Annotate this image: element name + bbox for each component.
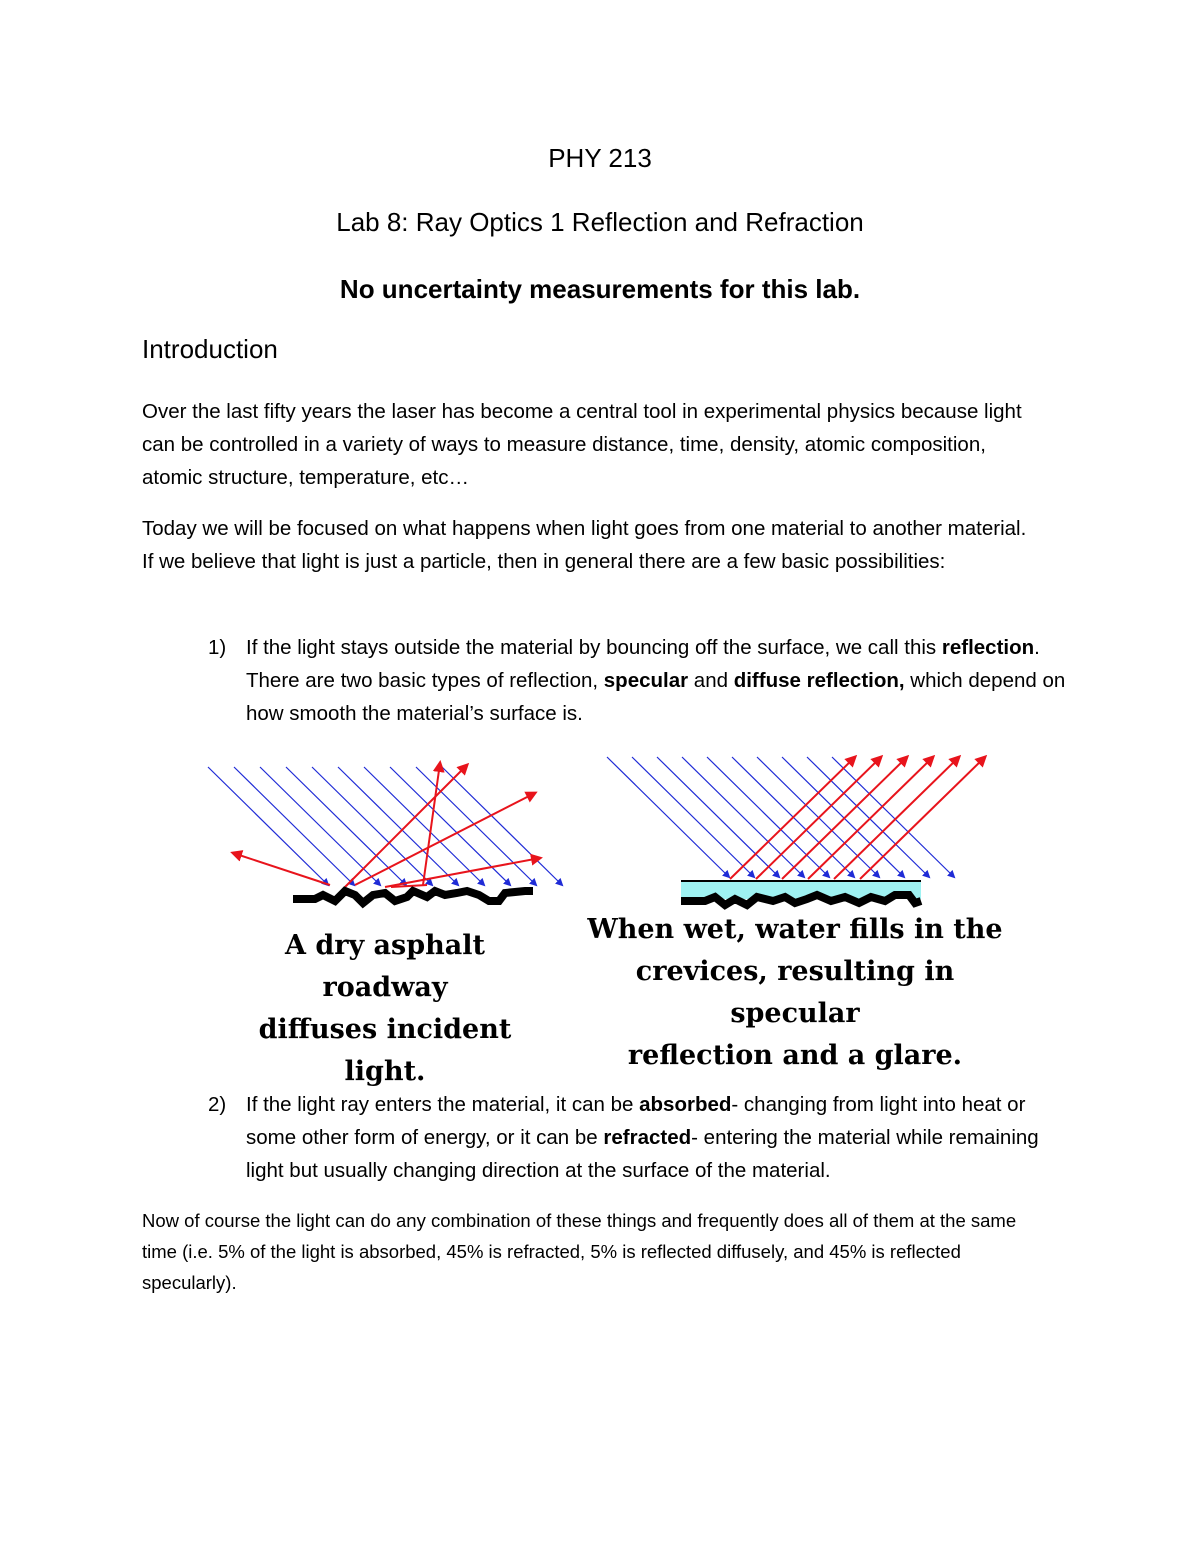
list-number: 1): [208, 636, 227, 659]
diffuse-reflection-diagram: [208, 763, 562, 903]
term-diffuse-reflection: diffuse reflection,: [733, 669, 905, 692]
incident-rays: [208, 767, 562, 885]
incident-rays: [607, 757, 954, 877]
term-absorbed: absorbed: [639, 1093, 732, 1116]
incident-ray: [312, 767, 432, 885]
incident-ray: [338, 767, 458, 885]
incident-ray: [682, 757, 804, 877]
lab-title: Lab 8: Ray Optics 1 Reflection and Refraction: [336, 207, 864, 237]
uncertainty-notice: No uncertainty measurements for this lab.: [339, 274, 861, 304]
list-number: 2): [208, 1093, 227, 1116]
reflected-ray: [730, 757, 855, 879]
course-title: PHY 213: [548, 143, 652, 173]
specular-reflection-diagram: [607, 757, 985, 905]
section-heading-introduction: Introduction: [142, 334, 278, 364]
reflected-ray: [834, 757, 959, 879]
incident-ray: [657, 757, 779, 877]
term-refracted: refracted: [603, 1126, 692, 1149]
list-text: If the light ray enters the material, it can be absorbed- changing from light into heat or some other form of energy, or it can be refracted- entering the material while remaining light but usually changing direction at the surface of the material.: [246, 1093, 1039, 1182]
incident-ray: [707, 757, 829, 877]
paragraph-combination: Now of course the light can do any combination of these things and frequently does all of them at the same time (i.e. 5% of the light is absorbed, 45% is refracted, 5% is reflected diffusely, and 45% is reflected specularly).: [142, 1210, 1017, 1293]
incident-ray: [807, 757, 929, 877]
incident-ray: [416, 767, 536, 885]
term-specular: specular: [603, 669, 689, 692]
reflected-ray: [233, 853, 330, 885]
incident-ray: [364, 767, 484, 885]
incident-ray: [607, 757, 729, 877]
incident-ray: [208, 767, 328, 885]
reflected-ray: [808, 757, 933, 879]
paragraph-laser-intro: Over the last fifty years the laser has become a central tool in experimental physics because light can be controlled in a variety of ways to measure distance, time, density, atomic composition, atomic structure, temperature, etc…: [142, 400, 1022, 489]
incident-ray: [782, 757, 904, 877]
reflected-ray: [860, 757, 985, 879]
incident-ray: [832, 757, 954, 877]
paragraph-possibilities: Today we will be focused on what happens when light goes from one material to another material. If we believe that light is just a particle, then in general there are a few basic possibilities:: [142, 517, 1027, 573]
reflection-diagram: [195, 745, 1015, 915]
caption-wet-asphalt: When wet, water fills in the crevices, resulting in specular reflection and a glare.: [587, 914, 1003, 1071]
incident-ray: [632, 757, 754, 877]
reflected-ray: [355, 793, 535, 885]
term-reflection: reflection: [941, 636, 1035, 659]
incident-ray: [234, 767, 354, 885]
reflected-ray: [423, 763, 440, 885]
asphalt-surface: [293, 891, 533, 903]
list-text: If the light stays outside the material by bouncing off the surface, we call this reflection. There are two basic types of reflection, specular and diffuse reflection, which depend on how smooth the material’s surface is.: [246, 636, 1066, 725]
caption-dry-asphalt: A dry asphalt roadway diffuses incident light.: [258, 930, 512, 1087]
incident-ray: [442, 767, 562, 885]
